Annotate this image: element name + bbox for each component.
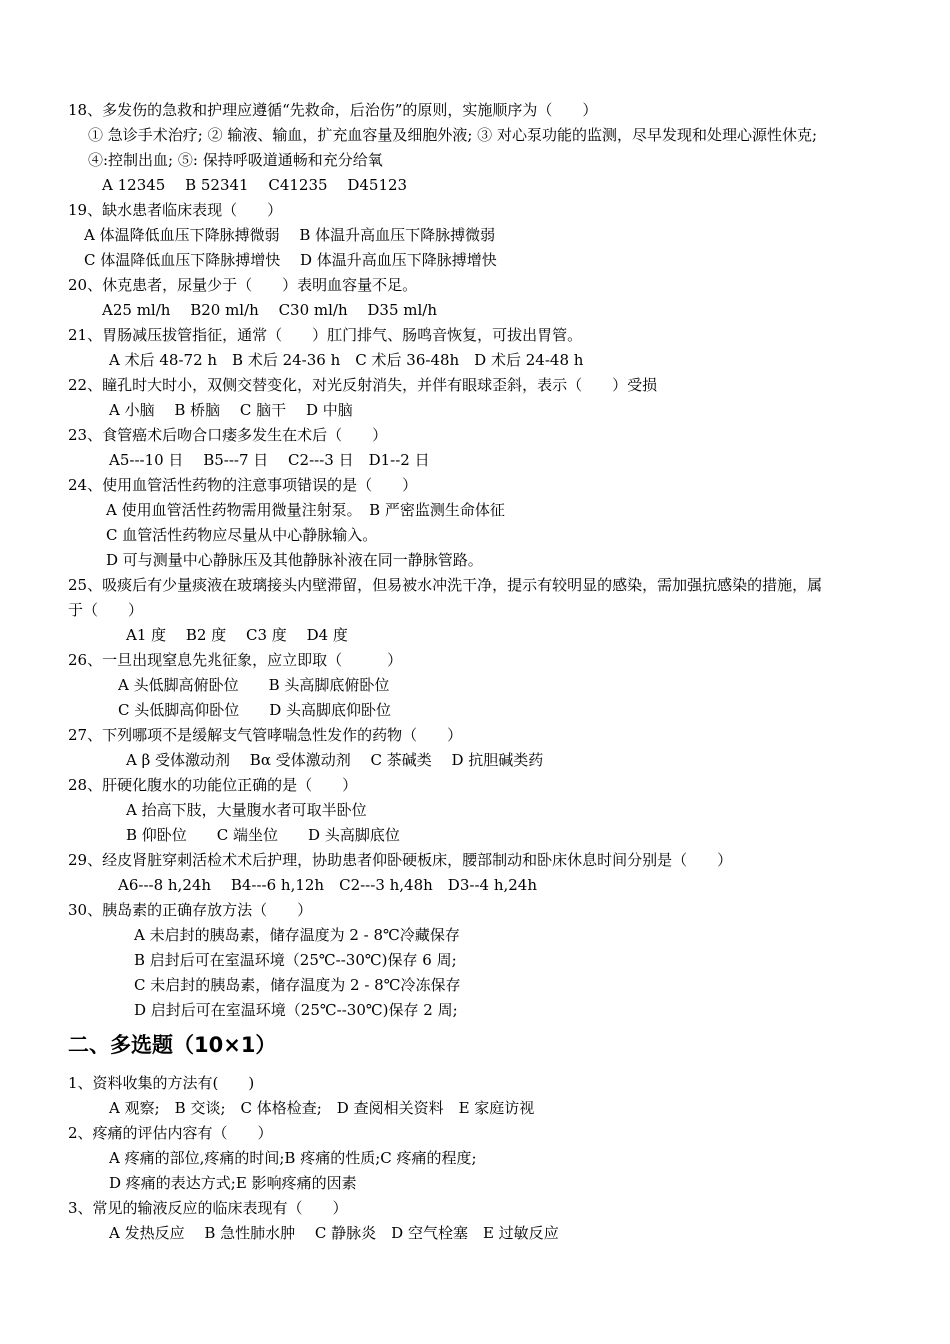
mc-question-2: 2、疼痛的评估内容有（ ）: [68, 1124, 273, 1142]
question-20-options: A25 ml/h B20 ml/h C30 ml/h D35 ml/h: [102, 301, 438, 319]
question-29-options: A6---8 h,24h B4---6 h,12h C2---3 h,48h D3--4 h,24h: [118, 876, 538, 894]
question-21-options: A 术后 48-72 h B 术后 24-36 h C 术后 36-48h D 术后 24-48 h: [109, 351, 584, 369]
question-30-option-c: C 未启封的胰岛素，储存温度为 2 - 8℃冷冻保存: [134, 976, 461, 994]
question-23: 23、食管癌术后吻合口瘘多发生在术后（ ）: [68, 426, 388, 444]
question-24-option-c: C 血管活性药物应尽量从中心静脉输入。: [106, 526, 378, 544]
mc-question-2-options-abc: A 疼痛的部位,疼痛的时间;B 疼痛的性质;C 疼痛的程度;: [109, 1149, 477, 1167]
mc-question-1-options: A 观察; B 交谈; C 体格检查; D 查阅相关资料 E 家庭访视: [109, 1099, 535, 1117]
question-25: 25、吸痰后有少量痰液在玻璃接头内壁滞留，但易被水冲洗干净，提示有较明显的感染，需加强抗感染的措施，属: [68, 576, 823, 594]
mc-question-3: 3、常见的输液反应的临床表现有（ ）: [68, 1199, 348, 1217]
question-22: 22、瞳孔时大时小，双侧交替变化，对光反射消失，并伴有眼球歪斜，表示（ ）受损: [68, 376, 658, 394]
question-27: 27、下列哪项不是缓解支气管哮喘急性发作的药物（ ）: [68, 726, 463, 744]
question-26-options-cd: C 头低脚高仰卧位 D 头高脚底仰卧位: [118, 701, 392, 719]
mc-question-3-options: A 发热反应 B 急性肺水肿 C 静脉炎 D 空气栓塞 E 过敏反应: [109, 1224, 559, 1242]
mc-question-1: 1、资料收集的方法有( ): [68, 1074, 255, 1092]
question-18-options: A 12345 B 52341 C41235 D45123: [102, 176, 408, 194]
question-24: 24、使用血管活性药物的注意事项错误的是（ ）: [68, 476, 418, 494]
question-29: 29、经皮肾脏穿刺活检术术后护理，协助患者仰卧硬板床，腰部制动和卧床休息时间分别是（ ）: [68, 851, 733, 869]
question-27-options: A β 受体激动剂 Bα 受体激动剂 C 茶碱类 D 抗胆碱类药: [126, 751, 544, 769]
question-24-options-ab: A 使用血管活性药物需用微量注射泵。 B 严密监测生命体征: [106, 501, 505, 519]
question-18: 18、多发伤的急救和护理应遵循“先救命，后治伤”的原则，实施顺序为（ ）: [68, 101, 598, 119]
question-19: 19、缺水患者临床表现（ ）: [68, 201, 283, 219]
question-24-option-d: D 可与测量中心静脉压及其他静脉补液在同一静脉管路。: [106, 551, 483, 569]
question-28-option-a: A 抬高下肢，大量腹水者可取半卧位: [126, 801, 367, 819]
section-heading-multiple-choice: 二、多选题（10×1）: [68, 1033, 277, 1057]
question-19-options-ab: A 体温降低血压下降脉搏微弱 B 体温升高血压下降脉搏微弱: [84, 226, 496, 244]
question-23-options: A5---10 日 B5---7 日 C2---3 日 D1--2 日: [109, 451, 430, 469]
question-28: 28、肝硬化腹水的功能位正确的是（ ）: [68, 776, 358, 794]
question-30-option-b: B 启封后可在室温环境（25℃--30℃)保存 6 周;: [134, 951, 457, 969]
question-26: 26、一旦出现窒息先兆征象，应立即取（ ）: [68, 651, 403, 669]
question-30-option-a: A 未启封的胰岛素，储存温度为 2 - 8℃冷藏保存: [134, 926, 460, 944]
question-26-options-ab: A 头低脚高俯卧位 B 头高脚底俯卧位: [118, 676, 390, 694]
question-20: 20、休克患者，尿量少于（ ）表明血容量不足。: [68, 276, 418, 294]
question-22-options: A 小脑 B 桥脑 C 脑干 D 中脑: [109, 401, 353, 419]
question-18-steps-1: ① 急诊手术治疗; ② 输液、输血，扩充血容量及细胞外液; ③ 对心泵功能的监测，尽早发现和处理心源性休克;: [88, 126, 818, 144]
question-30: 30、胰岛素的正确存放方法（ ）: [68, 901, 313, 919]
mc-question-2-options-de: D 疼痛的表达方式;E 影响疼痛的因素: [109, 1174, 357, 1192]
question-30-option-d: D 启封后可在室温环境（25℃--30℃)保存 2 周;: [134, 1001, 458, 1019]
question-18-steps-2: ④:控制出血; ⑤: 保持呼吸道通畅和充分给氧: [88, 151, 383, 169]
question-21: 21、胃肠减压拔管指征，通常（ ）肛门排气、肠鸣音恢复，可拔出胃管。: [68, 326, 583, 344]
question-25-options: A1 度 B2 度 C3 度 D4 度: [126, 626, 348, 644]
question-25-cont: 于（ ）: [68, 601, 144, 619]
question-28-options-bcd: B 仰卧位 C 端坐位 D 头高脚底位: [126, 826, 400, 844]
question-19-options-cd: C 体温降低血压下降脉搏增快 D 体温升高血压下降脉搏增快: [84, 251, 497, 269]
